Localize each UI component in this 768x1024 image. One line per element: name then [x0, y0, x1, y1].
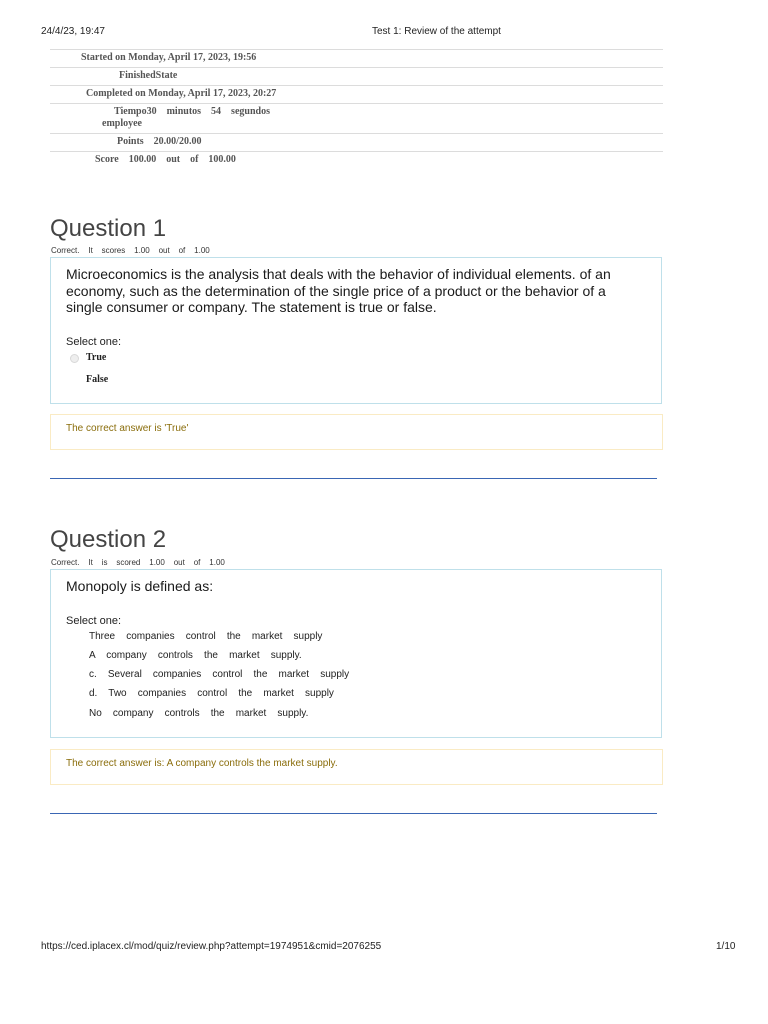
print-datetime: 24/4/23, 19:47 — [41, 26, 105, 37]
summary-points: Points 20.00/20.00 — [50, 134, 663, 152]
print-page-url: https://ced.iplacex.cl/mod/quiz/review.php?attempt=1974951&cmid=2076255 — [41, 941, 382, 952]
option-no-company[interactable]: No company controls the market supply. — [89, 708, 309, 719]
question-1-feedback — [50, 414, 663, 450]
question-1-select-label: Select one: — [66, 336, 122, 348]
summary-completed: Completed on Monday, April 17, 2023, 20:27 — [50, 86, 663, 104]
summary-started: Started on Monday, April 17, 2023, 19:56 — [50, 50, 663, 68]
print-page-title: Test 1: Review of the attempt — [372, 26, 501, 37]
option-one-company[interactable]: A company controls the market supply. — [89, 650, 302, 661]
question-1-box — [50, 257, 662, 404]
question-2-grade: Correct. It is scored 1.00 out of 1.00 — [51, 558, 225, 567]
summary-score: Score 100.00 out of 100.00 — [95, 154, 236, 165]
question-1-heading: Question 1 — [50, 215, 167, 242]
question-2-box — [50, 569, 662, 738]
question-2-divider — [50, 813, 657, 814]
print-page-number: 1/10 — [716, 941, 736, 952]
option-false-label[interactable]: False — [86, 374, 109, 385]
option-true-label[interactable]: True — [86, 352, 107, 363]
question-1-text: Microeconomics is the analysis that deals with the behavior of individual elements. of an economy, such as the determination of the single price of a product or the behavior of a single consumer or company. The statement is true or false. — [66, 266, 611, 315]
option-three-companies[interactable]: Three companies control the market supply — [89, 631, 323, 642]
summary-state: FinishedState — [50, 68, 663, 86]
attempt-summary-table — [50, 49, 663, 169]
option-several-companies[interactable]: c. Several companies control the market supply — [89, 669, 350, 680]
question-1-grade: Correct. It scores 1.00 out of 1.00 — [51, 246, 210, 255]
summary-time-label-wrap: employee — [102, 118, 142, 129]
option-two-companies[interactable]: d. Two companies control the market supply — [89, 688, 334, 699]
option-true-radio[interactable] — [70, 354, 79, 363]
question-2-text: Monopoly is defined as: — [66, 578, 214, 594]
question-1-correct-answer: The correct answer is 'True' — [66, 423, 189, 434]
question-2-correct-answer: The correct answer is: A company controls the market supply. — [66, 758, 338, 769]
question-2-feedback — [50, 749, 663, 785]
question-2-select-label: Select one: — [66, 615, 122, 627]
question-2-heading: Question 2 — [50, 526, 167, 553]
summary-time — [50, 104, 663, 134]
summary-time-value: Tiempo30 minutos 54 segundos — [114, 106, 270, 117]
question-1-divider — [50, 478, 657, 479]
